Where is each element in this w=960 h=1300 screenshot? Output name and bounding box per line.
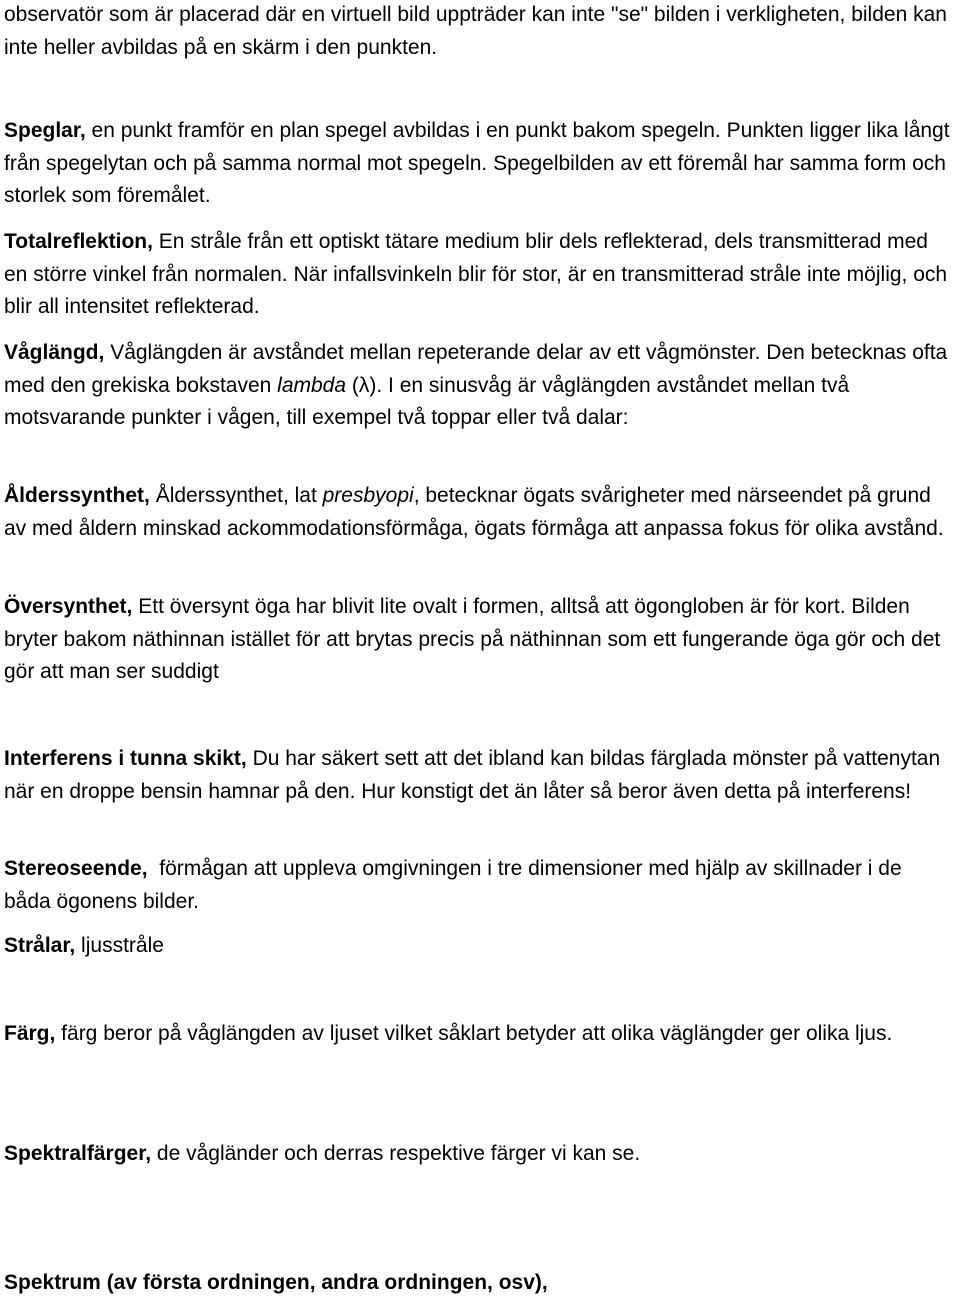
definition-oversynthet: Ett översynt öga har blivit lite ovalt i formen, alltså att ögongloben är för kort. Bilden bryter bakom näthinnan istället för att brytas precis på näthinnan som ett fungerande öga gör och det gör att man ser suddigt xyxy=(4,595,941,683)
entry-interferens xyxy=(4,743,954,808)
term-stereoseende: Stereoseende, xyxy=(4,857,148,880)
term-speglar: Speglar, xyxy=(4,119,86,142)
entry-speglar xyxy=(4,115,954,213)
entry-totalreflektion xyxy=(4,226,954,324)
definition-totalreflektion: En stråle från ett optiskt tätare medium blir dels reflekterad, dels transmitterad med en större vinkel från normalen. När infallsvinkeln blir för stor, är en transmitterad stråle inte möjlig, och blir all intensitet reflekterad. xyxy=(4,230,948,318)
definition-spektralfarger: de vågländer och derras respektive färger vi kan se. xyxy=(151,1142,641,1165)
term-oversynthet: Översynthet, xyxy=(4,595,133,618)
entry-spektralfarger xyxy=(4,1138,954,1171)
definition-alderssynthet-part1: Ålderssynthet, lat xyxy=(149,484,323,507)
definition-interferens: Du har säkert sett att det ibland kan bildas färglada mönster på vattenytan när en droppe bensin hamnar på den. Hur konstigt det än låter så beror även detta på interferens! xyxy=(4,747,941,803)
paragraph-virtuell-bild xyxy=(4,0,954,64)
entry-spektrum xyxy=(4,1267,954,1300)
definition-vaglangd-part2: (λ). I en sinusvåg är våglängden avståndet mellan två motsvarande punkter i vågen, till exempel två toppar eller två dalar: xyxy=(4,373,850,429)
term-interferens: Interferens i tunna skikt, xyxy=(4,747,247,770)
definition-stralar: ljusstråle xyxy=(75,934,164,957)
definition-farg: färg beror på våglängden av ljuset vilket såklart betyder att olika väglängder ger olika ljus. xyxy=(55,1022,893,1045)
term-totalreflektion: Totalreflektion, xyxy=(4,230,153,253)
definition-speglar: en punkt framför en plan spegel avbildas i en punkt bakom spegeln. Punkten ligger lika långt från spegelytan och på samma normal mot spegeln. Spegelbilden av ett föremål har samma form och storlek som föremålet. xyxy=(4,119,950,207)
term-stralar: Strålar, xyxy=(4,934,76,957)
term-alderssynthet: Ålderssynthet, xyxy=(4,484,150,507)
entry-vaglangd xyxy=(4,337,954,435)
definition-alderssynthet-presbyopi: presbyopi xyxy=(322,484,414,507)
term-farg: Färg, xyxy=(4,1022,56,1045)
entry-stralar xyxy=(4,930,954,963)
entry-oversynthet xyxy=(4,591,954,689)
term-spektrum: Spektrum (av första ordningen, andra ordningen, osv), xyxy=(4,1271,548,1294)
entry-alderssynthet xyxy=(4,480,954,545)
definition-vaglangd-lambda: lambda xyxy=(277,373,347,397)
entry-farg xyxy=(4,1018,954,1051)
term-vaglangd: Våglängd, xyxy=(4,341,105,364)
definition-vaglangd-part1: Våglängden är avståndet mellan repeterande delar av ett vågmönster. Den betecknas ofta med den grekiska bokstaven xyxy=(4,341,948,397)
entry-stereoseende xyxy=(4,853,954,918)
paragraph-text: observatör som är placerad där en virtuell bild uppträder kan inte "se" bilden i verkligheten, bilden kan inte heller avbildas på en skärm i den punkten. xyxy=(4,3,947,59)
term-spektralfarger: Spektralfärger, xyxy=(4,1142,152,1165)
definition-stereoseende: förmågan att uppleva omgivningen i tre dimensioner med hjälp av skillnader i de båda ögonens bilder. xyxy=(4,857,908,913)
definition-alderssynthet-part2: , betecknar ögats svårigheter med närseendet på grund av med åldern minskad ackommodationsförmåga, ögats förmåga att anpassa fokus för olika avstånd. xyxy=(4,484,944,540)
